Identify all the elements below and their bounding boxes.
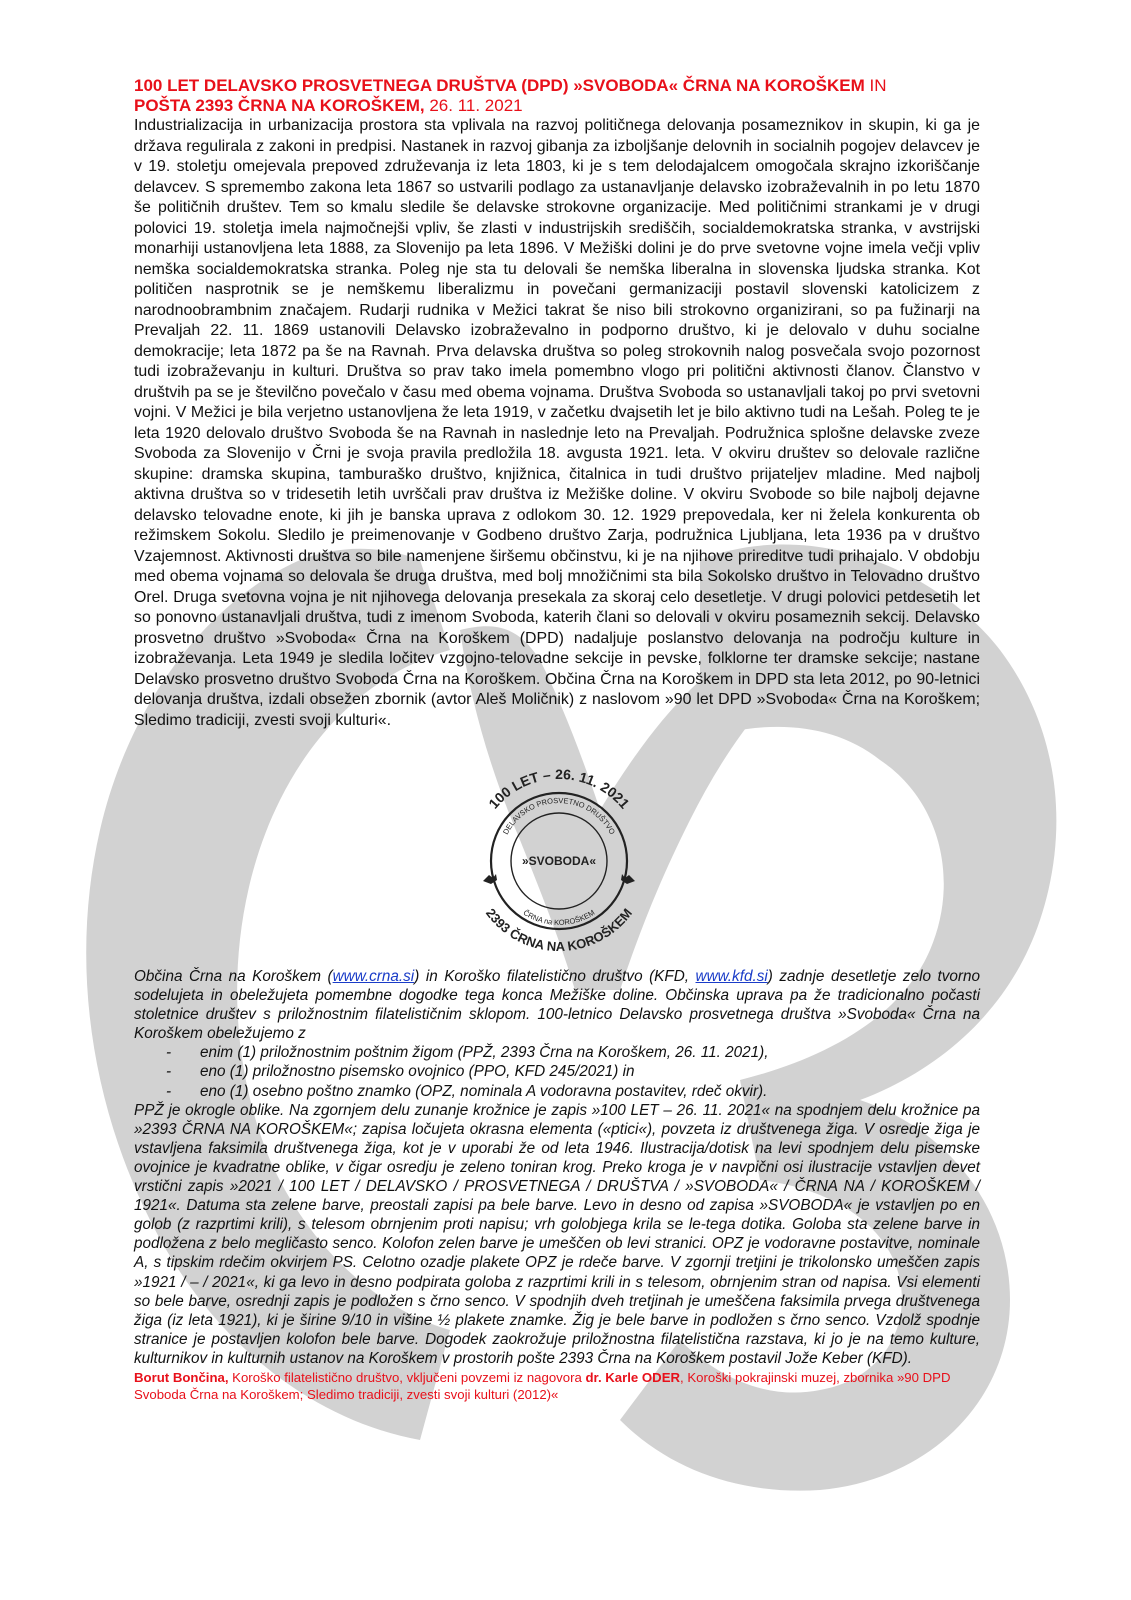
title-bold-part-2: POŠTA 2393 ČRNA NA KOROŠKEM, — [134, 96, 425, 115]
postmark-outer-bottom-text: 2393 ČRNA NA KOROŠKEM — [483, 905, 636, 955]
list-item-text: eno (1) priložnostno pisemsko ovojnico (PPO, KFD 245/2021) in — [200, 1063, 635, 1081]
postmark-inner-top-text: DELAVSKO PROSVETNO DRUŠTVO — [500, 795, 618, 836]
list-item-text: enim (1) priložnostnim poštnim žigom (PPŽ, 2393 Črna na Koroškem, 26. 11. 2021), — [200, 1044, 769, 1062]
postmark-area — [134, 761, 980, 961]
link-kfd[interactable]: www.kfd.si — [695, 968, 768, 985]
credit-text-2: , Koroški pokrajinski muzej, zbornika »90 DPD Svoboda Črna na Koroškem; Sledimo tradiciji, zvesti svoji kulturi (2012)« — [134, 1369, 951, 1402]
credit-text-1: Koroško filatelistično društvo, vključeni povzemi iz nagovora — [228, 1369, 586, 1385]
intro-text-3: ) zadnje desetletje zelo tvorno sodelujeta in obeležujeta pomembne dogodke tega konca Mežiške doline. Občinska uprava pa že tradicionalno počasti stoletnice društev s priložnostnim filatelističnim sklopom. 100-letnico Delavsko prosvetnega društva »Svoboda« Črna na Koroškem obeležujemo z — [134, 968, 980, 1043]
title-bold-part: 100 LET DELAVSKO PROSVETNEGA DRUŠTVA (DPD) »SVOBODA« ČRNA NA KOROŠKEM — [134, 76, 865, 95]
title-date: 26. 11. 2021 — [424, 96, 523, 115]
credits-line — [134, 1370, 980, 1403]
list-dash: - — [166, 1082, 172, 1100]
list-dash: - — [166, 1063, 172, 1081]
list-item — [134, 1043, 980, 1062]
credit-author-1: Borut Bončina, — [134, 1369, 229, 1385]
title-plain-part: IN — [864, 76, 887, 95]
description-paragraph: PPŽ je okrogle oblike. Na zgornjem delu zunanje krožnice je zapis »100 LET – 26. 11. 2021« na spodnjem delu krožnice pa »2393 ČRNA NA KOROŠKEM«; zapisa ločujeta okrasna elementa («ptici«), povzeta iz društvenega žiga. V osredje žiga je vstavljena faksimila društvenega žiga, kot je v uporabi že od leta 1946. Ilustracija/dotisk na levi spodnjem delu pisemske ovojnice je kvadratne oblike, v čigar osredju je zeleno toniran krog. Preko kroga je v navpični osi ilustracije vstavljen devet vrstični zapis »2021 / 100 LET / DELAVSKO / PROSVETNEGA / DRUŠTVA / »SVOBODA« / ČRNA NA / KOROŠKEM / 1921«. Datuma sta zelene barve, preostali zapisi pa bele barve. Levo in desno od zapisa »SVOBODA« je vstavljen po en golob (z razprtimi krili), s telesom obrnjenim proti napisu; vrh golobjega krila se le-tega dotika. Goloba sta zelene barve in podložena z belo megličasto senco. Kolofon zelen barve je umeščen ob levi stranici. OPZ je vodoravne postavitve, nominale A, s tipskim rdečim okvirjem PS. Celotno ozadje plakete OPZ je rdeče barve. V zgornji tretjini je trikolonsko umeščen zapis »1921 / – / 2021«, ki ga levo in desno podpirata goloba z razprtimi krili in s telesom, obrnjenim stran od napisa. Vsi elementi so bele barve, osrednji zapis je podložen s črno senco. V spodnjih dveh tretjinah je umeščena faksimila prvega društvenega žiga (iz leta 1921), ki je širine 9/10 in višine ½ plakete znamke. Žig je bele barve in podložen s črno senco. Vzdolž spodnje stranice je postavljen kolofon bele barve. Dogodek zaokrožuje priložnostna filatelistična razstava, ki jo je na temo kulture, kulturnikov in kulturnih ustanov na Koroškem v prostorih pošte 2393 Črna na Koroškem postavil Jože Keber (KFD). — [134, 1101, 980, 1367]
document-page — [134, 76, 980, 1403]
main-paragraph: Industrializacija in urbanizacija prostora sta vplivala na razvoj političnega delovanja posameznikov in skupin, ki ga je država regulirala z zakoni in predpisi. Nastanek in razvoj gibanja za izboljšanje delovnih in socialnih pogojev delavcev je v 19. stoletju omejevala prepoved združevanja iz leta 1803, ki je s tem delodajalcem omogočala skrajno izkoriščanje delavcev. S spremembo zakona leta 1867 so ustvarili podlago za ustanavljanje delavsko izobraževalnih in po letu 1870 še političnih društev. Tem so kmalu sledile še delavske strokovne organizacije. Med političnimi strankami je v drugi polovici 19. stoletja imela najmočnejši vpliv, še zlasti v industrijskih središčih, socialdemokratska stranka, v avstrijski monarhiji ustanovljena leta 1888, za Slovenijo pa leta 1896. V Mežiški dolini je do prve svetovne vojne imela večji vpliv nemška socialdemokratska stranka. Poleg nje sta tu delovali še nemška liberalna in slovenska ljudska stranka. Kot političen nasprotnik se je nemškemu liberalizmu in povečani germanizaciji postavil slovenski katolicizem z narodnoobrambnim značajem. Rudarji rudnika v Mežici takrat še niso bili strokovno organizirani, so pa fužinarji na Prevaljah 22. 11. 1869 ustanovili Delavsko izobraževalno in podporno društvo, ki je delovalo v duhu socialne demokracije; leta 1872 pa še na Ravnah. Prva delavska društva so poleg strokovnih nalog posvečala svojo pozornost tudi izobraževanju in kulturi. Društva so prav tako imela pomembno vlogo pri politični aktivnosti članov. Članstvo v društvih pa se je številčno povečalo v času med obema vojnama. Društva Svoboda so ustanavljali takoj po prvi svetovni vojni. V Mežici je bila verjetno ustanovljena že leta 1919, v začetku dvajsetih let je bilo aktivno tudi na Lešah. Poleg te je leta 1920 delovalo društvo Svoboda še na Ravnah in naslednje leto na Prevaljah. Podružnica splošne delavske zveze Svoboda za Slovenijo v Črni je svoja pravila predložila 18. avgusta 1921. leta. V okviru društev so delovale različne skupine: dramska skupina, tamburaško društvo, knjižnica, čitalnica in tudi društvo prijateljev mladine. Med najbolj aktivna društva so v tridesetih letih uvrščali prav društva iz Mežiške doline. V okviru Svobode so bile najbolj dejavne delavsko telovadne enote, ki jih je banska uprava z odlokom 30. 12. 1929 prepovedala, ker ni želela konkurenta ob režimskem Sokolu. Sledilo je preimenovanje v Godbeno društvo Zarja, podružnica Ljubljana, leta 1936 pa v društvo Vzajemnost. Aktivnosti društva so bile namenjene širšemu občinstvu, ki je na njihove prireditve tudi prihajalo. V obdobju med obema vojnama so delovala še druga društva, med bolj množičnimi sta bila Sokolsko društvo in Telovadno društvo Orel. Druga svetovna vojna je nit njihovega delovanja presekala za skoraj celo desetletje. V drugi polovici petdesetih let so ponovno ustanavljali društva, tudi z imenom Svoboda, katerih člani so delovali v okviru posameznih sekcij. Delavsko prosvetno društvo »Svoboda« Črna na Koroškem (DPD) nadaljuje poslanstvo delovanja na področju kulture in izobraževanja. Leta 1949 je sledila ločitev vzgojno-telovadne sekcije in pevske, folklorne ter dramske sekcije; nastane Delavsko prosvetno društvo Svoboda Črna na Koroškem. Občina Črna na Koroškem in DPD sta leta 2012, po 90-letnici delovanja društva, izdali obsežen zbornik (avtor Aleš Moličnik) z naslovom »90 let DPD »Svoboda« Črna na Koroškem; Sledimo tradiciji, zvesti svoji kulturi«. — [134, 117, 980, 729]
credit-author-2: dr. Karle ODER — [585, 1369, 681, 1385]
document-title — [134, 76, 980, 116]
postmark-inner-bottom-text: ČRNA na KOROŠKEM — [521, 907, 597, 928]
intro-text-2: ) in Koroško filatelistično društvo (KFD, — [414, 968, 696, 985]
intro-text-1: Občina Črna na Koroškem ( — [134, 968, 333, 985]
postmark-stamp — [459, 761, 659, 961]
link-crna[interactable]: www.crna.si — [332, 968, 415, 985]
postmark-center-text: »SVOBODA« — [521, 854, 597, 868]
list-item — [134, 1062, 980, 1081]
philatelic-items-list — [134, 1043, 980, 1100]
intro-paragraph — [134, 967, 980, 1043]
list-dash: - — [166, 1044, 172, 1062]
list-item-text: eno (1) osebno poštno znamko (OPZ, nominala A vodoravna postavitev, rdeč okvir). — [200, 1082, 768, 1100]
list-item — [134, 1082, 980, 1101]
postmark-outer-top-text: 100 LET – 26. 11. 2021 — [485, 765, 633, 812]
